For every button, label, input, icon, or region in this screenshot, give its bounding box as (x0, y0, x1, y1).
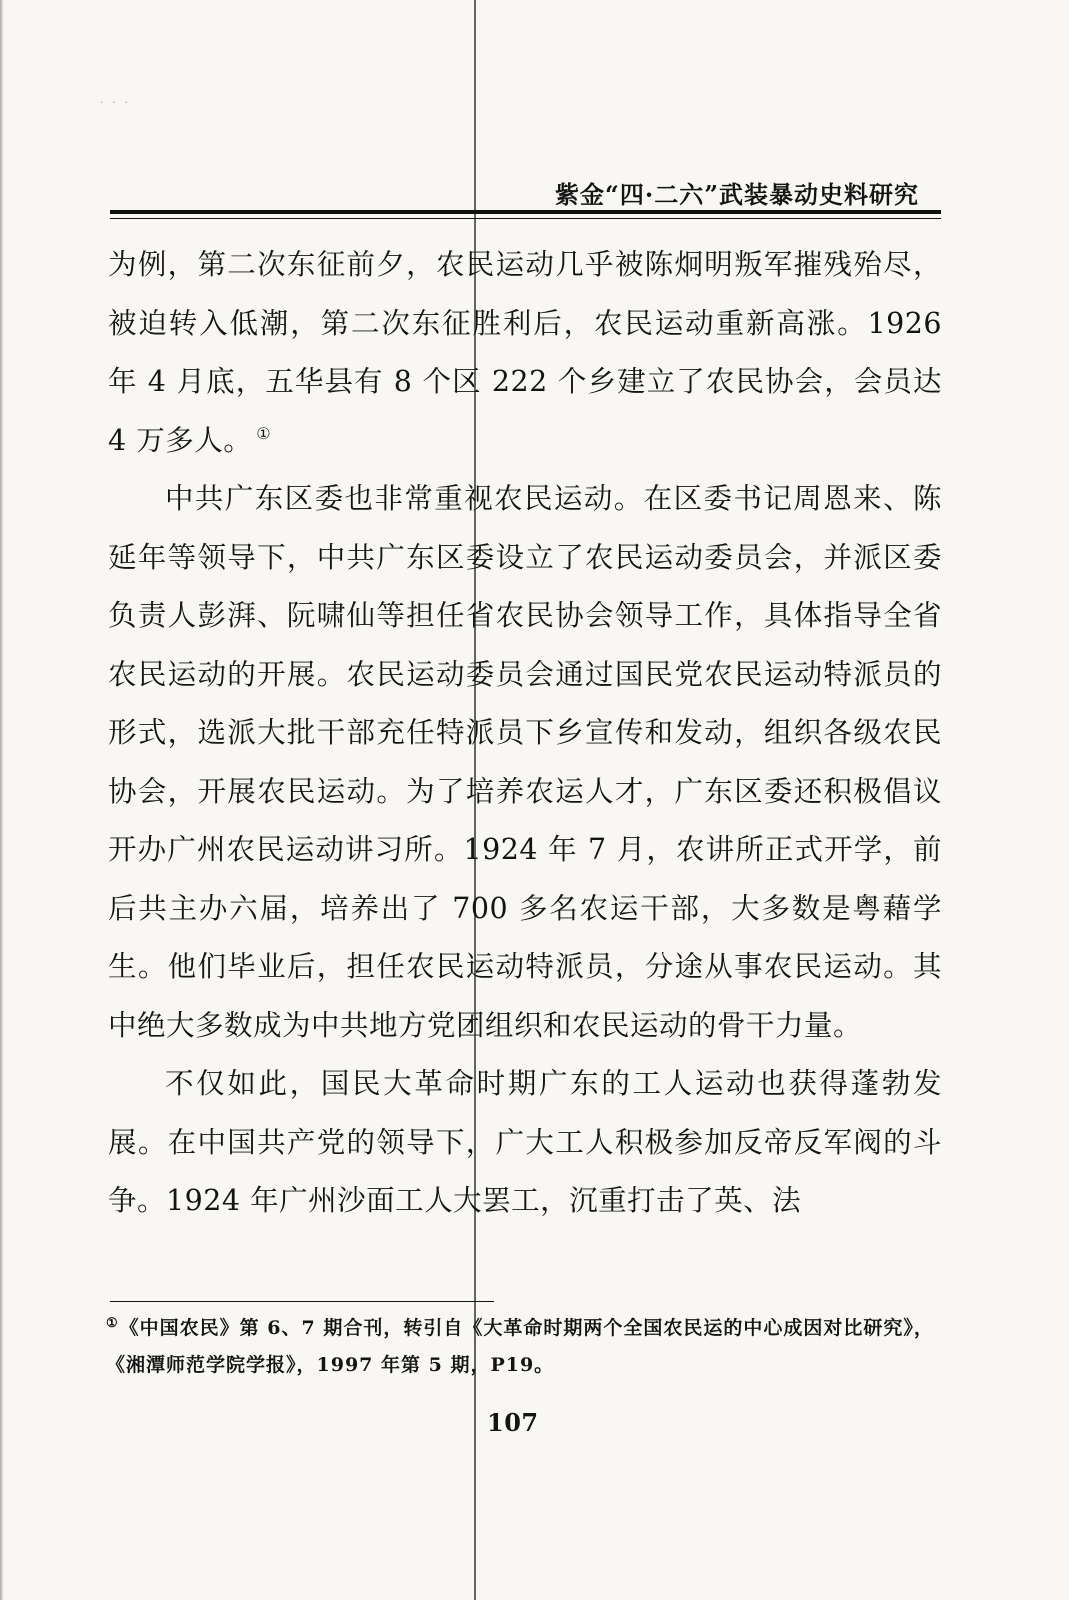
footnote-reference: ① (256, 424, 272, 443)
header-rule-thick (110, 210, 941, 214)
header-rule-thin (110, 218, 941, 219)
footnote-marker: ① (106, 1315, 119, 1331)
page-number: 107 (487, 1408, 539, 1437)
footnote-text: 《中国农民》第 6、7 期合刊，转引自《大革命时期两个全国农民运的中心成因对比研究》，《湘潭师范学院学报》，1997 年第 5 期，P19。 (106, 1317, 934, 1376)
footnote-separator (110, 1301, 494, 1302)
body-text (108, 236, 942, 1231)
running-header-title: 紫金“四·二六”武装暴动史料研究 (555, 180, 919, 209)
paragraph-1 (108, 236, 942, 470)
footnote (106, 1310, 938, 1384)
scan-speck: · · · (100, 98, 131, 109)
page-edge-shadow (0, 0, 3, 1600)
paragraph-2: 中共广东区委也非常重视农民运动。在区委书记周恩来、陈延年等领导下，中共广东区委设立了农民运动委员会，并派区委负责人彭湃、阮啸仙等担任省农民协会领导工作，具体指导全省农民运动的开展。农民运动委员会通过国民党农民运动特派员的形式，选派大批干部充任特派员下乡宣传和发动，组织各级农民协会，开展农民运动。为了培养农运人才，广东区委还积极倡议开办广州农民运动讲习所。1924 年 7 月，农讲所正式开学，前后共主办六届，培养出了 700 多名农运干部，大多数是粤藉学生。他们毕业后，担任农民运动特派员，分途从事农民运动。其中绝大多数成为中共地方党团组织和农民运动的骨干力量。 (108, 482, 942, 1042)
paragraph-1-text: 为例，第二次东征前夕，农民运动几乎被陈炯明叛军摧残殆尽，被迫转入低潮，第二次东征胜利后，农民运动重新高涨。1926 年 4 月底，五华县有 8 个区 222 个乡建立了农民协会，会员达 4 万多人。 (108, 248, 942, 457)
paragraph-3: 不仅如此，国民大革命时期广东的工人运动也获得蓬勃发展。在中国共产党的领导下，广大工人积极参加反帝反军阀的斗争。1924 年广州沙面工人大罢工，沉重打击了英、法 (108, 1067, 942, 1217)
